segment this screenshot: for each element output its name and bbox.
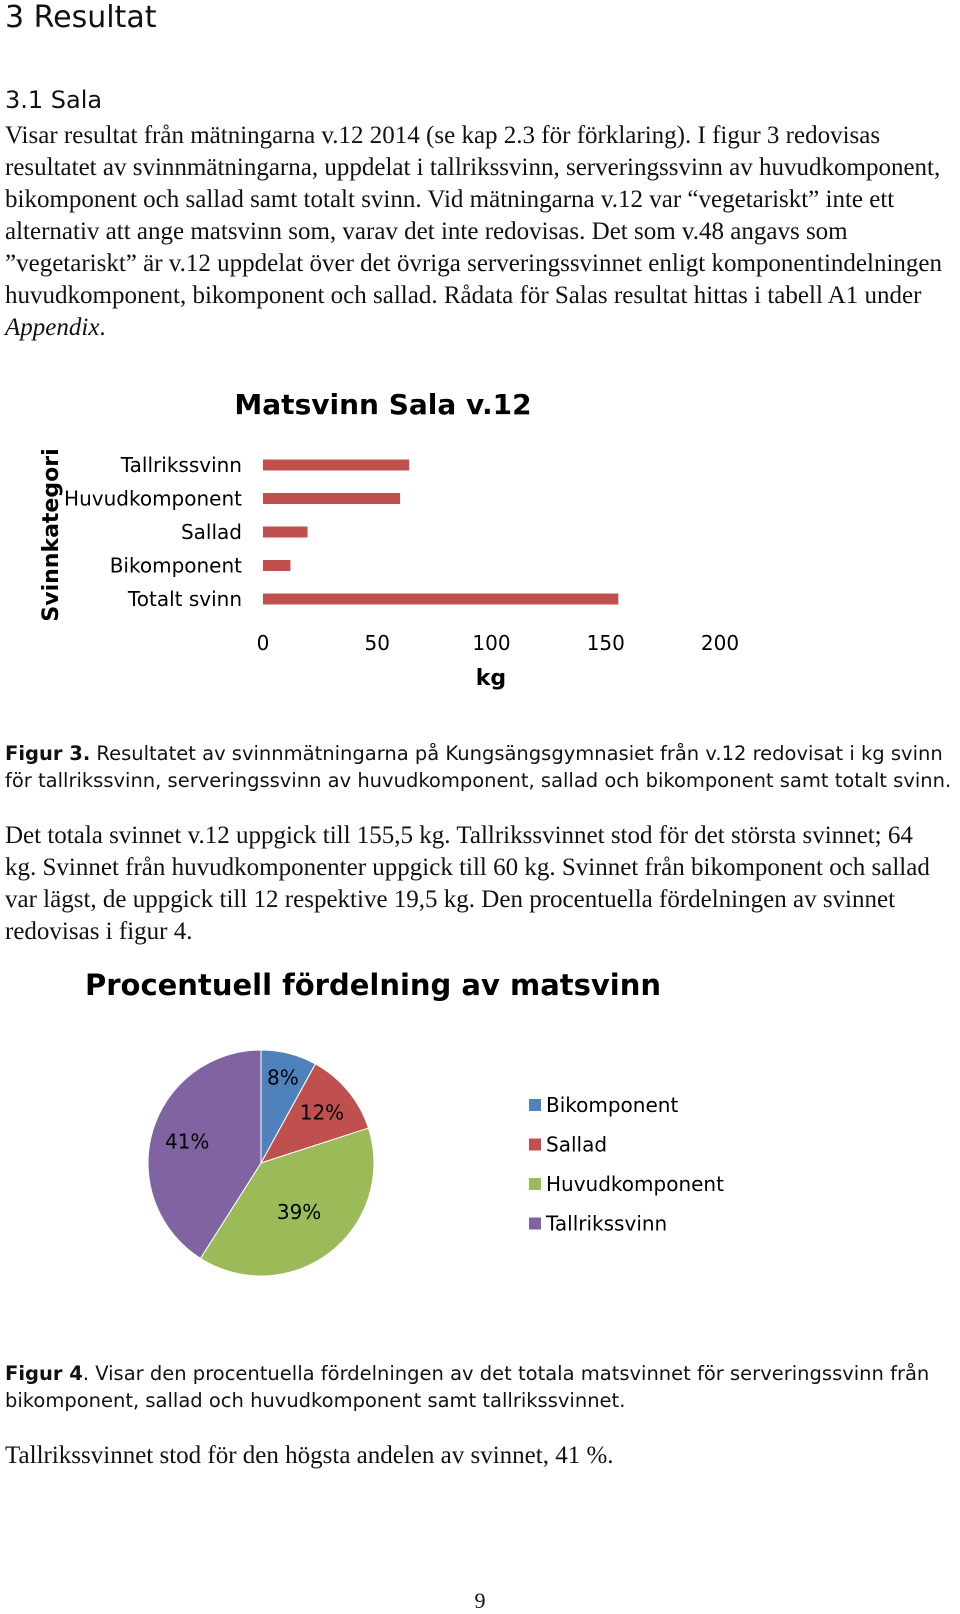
pie-value-label: 12% xyxy=(299,1100,345,1125)
figure4-label: Figur 4 xyxy=(5,1362,83,1385)
bar-x-tick-label: 100 xyxy=(472,631,511,655)
conclusion-paragraph: Tallrikssvinnet stod för den högsta andelen av svinnet, 41 %. xyxy=(5,1442,614,1469)
bar-chart-xlabel: kg xyxy=(475,666,507,691)
bar-tallrikssvinn xyxy=(263,460,409,471)
intro-end: . xyxy=(99,314,106,341)
pie-chart-title: Procentuell fördelning av matsvinn xyxy=(84,968,662,1002)
legend-swatch-tallrikssvinn xyxy=(529,1218,541,1230)
bar-x-tick-label: 0 xyxy=(256,631,270,655)
legend-label-sallad: Sallad xyxy=(546,1132,608,1157)
pie-chart xyxy=(0,955,960,1315)
bar-sallad xyxy=(263,527,308,538)
pie-value-label: 8% xyxy=(267,1065,299,1090)
bar-bikomponent xyxy=(263,560,290,571)
legend-swatch-huvudkomponent xyxy=(529,1178,541,1190)
bar-totalt-svinn xyxy=(263,594,618,605)
pie-value-label: 39% xyxy=(276,1200,322,1225)
section-heading: 3 Resultat xyxy=(5,0,157,35)
legend-label-bikomponent: Bikomponent xyxy=(546,1093,679,1117)
legend-swatch-bikomponent xyxy=(529,1099,541,1111)
bar-x-tick-label: 50 xyxy=(364,631,390,655)
bar-chart-ylabel: Svinnkategori xyxy=(39,448,64,622)
figure4-text: . Visar den procentuella fördelningen av det totala matsvinnet för serveringssvinn från bikomponent, sallad och huvudkomponent samt tallrikssvinnet. xyxy=(5,1362,930,1412)
bar-category-label: Sallad xyxy=(180,520,242,544)
bar-x-tick-label: 200 xyxy=(700,631,740,655)
bar-category-label: Totalt svinn xyxy=(127,587,242,611)
intro-paragraph xyxy=(5,120,950,344)
bar-category-label: Huvudkomponent xyxy=(64,486,242,511)
appendix-reference: Appendix xyxy=(5,314,100,341)
results-paragraph: Det totala svinnet v.12 uppgick till 155,5 kg. Tallrikssvinnet stod för det största svinnet; 64 kg. Svinnet från huvudkomponenter uppgick till 60 kg. Svinnet från bikomponent och sallad var lägst, de uppgick till 12 respektive 19,5 kg. Den procentuella fördelningen av svinnet redovisas i figur 4. xyxy=(5,822,930,945)
subsection-heading: 3.1 Sala xyxy=(5,86,103,114)
bar-x-tick-label: 150 xyxy=(586,631,625,655)
bar-chart xyxy=(0,372,960,712)
intro-text: Visar resultat från mätningarna v.12 2014 (se kap 2.3 för förklaring). I figur 3 redovisas resultatet av svinnmätningarna, uppdelat i tallrikssvinn, serveringssvinn av huvudkomponent, bikomponent och sallad samt totalt svinn. Vid mätningarna v.12 var “vegetariskt” inte ett alternativ att ange matsvinn som, varav det inte redovisas. Det som v.48 angavs som ”vegetariskt” är v.12 uppdelat över det övriga serveringssvinnet enligt komponentindelningen huvudkomponent, bikomponent och sallad. Rådata för Salas resultat hittas i tabell A1 under xyxy=(5,122,942,309)
legend-label-tallrikssvinn: Tallrikssvinn xyxy=(546,1211,668,1236)
figure4-caption xyxy=(5,1360,955,1414)
page-number: 9 xyxy=(474,1588,486,1613)
bar-chart-title: Matsvinn Sala v.12 xyxy=(234,388,532,421)
figure3-text: Resultatet av svinnmätningarna på Kungsängsgymnasiet från v.12 redovisat i kg svinn för tallrikssvinn, serveringssvinn av huvudkomponent, sallad och bikomponent samt totalt svinn. xyxy=(5,742,952,792)
legend-label-huvudkomponent: Huvudkomponent xyxy=(546,1172,724,1196)
bar-category-label: Bikomponent xyxy=(109,553,242,578)
bar-category-label: Tallrikssvinn xyxy=(120,453,242,477)
figure3-caption xyxy=(5,740,955,794)
legend-swatch-sallad xyxy=(529,1139,541,1151)
bar-huvudkomponent xyxy=(263,493,400,504)
figure3-label: Figur 3. xyxy=(5,742,91,765)
pie-value-label: 41% xyxy=(164,1129,210,1154)
